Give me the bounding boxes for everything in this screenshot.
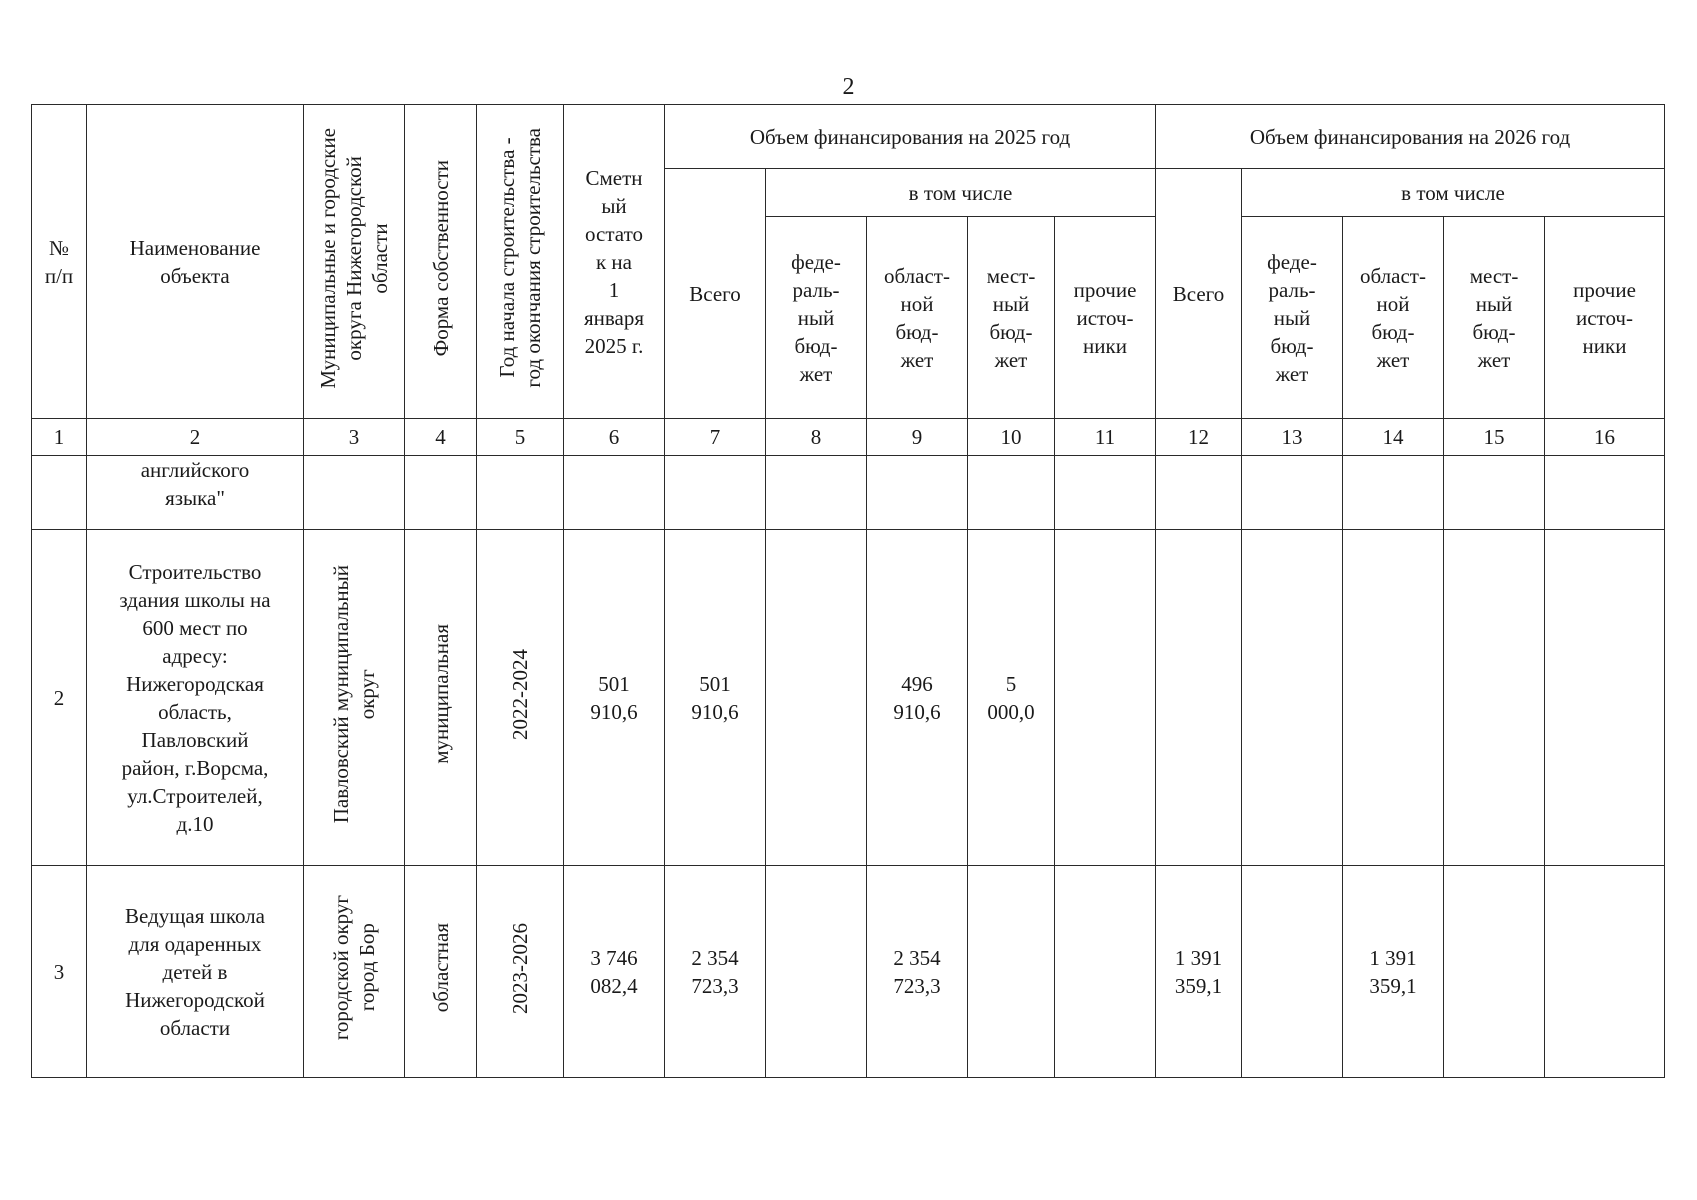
column-number: 7 xyxy=(665,419,766,456)
ownership-text: муниципальная xyxy=(428,624,453,764)
object-name: английского языка" xyxy=(87,456,304,530)
y2026-total xyxy=(1156,456,1242,530)
column-number: 12 xyxy=(1156,419,1242,456)
y2025-other xyxy=(1055,456,1156,530)
y2026-regional xyxy=(1343,530,1444,866)
years-cell xyxy=(477,866,564,1078)
column-number: 10 xyxy=(968,419,1055,456)
district-text: городской округ город Бор xyxy=(329,895,379,1041)
column-number: 11 xyxy=(1055,419,1156,456)
balance-cell: 3 746 082,4 xyxy=(564,866,665,1078)
column-number: 5 xyxy=(477,419,564,456)
y2026-federal xyxy=(1242,530,1343,866)
y2026-local xyxy=(1444,530,1545,866)
column-number: 13 xyxy=(1242,419,1343,456)
column-number: 15 xyxy=(1444,419,1545,456)
header-district xyxy=(304,105,405,419)
header-2025-total: Всего xyxy=(665,169,766,419)
column-number: 2 xyxy=(87,419,304,456)
row-number: 3 xyxy=(32,866,87,1078)
years-text: 2022-2024 xyxy=(508,648,532,740)
years-text: 2023-2026 xyxy=(508,922,532,1014)
y2026-local xyxy=(1444,456,1545,530)
y2026-local xyxy=(1444,866,1545,1078)
header-group-2025: Объем финансирования на 2025 год xyxy=(665,105,1156,169)
column-number: 16 xyxy=(1545,419,1665,456)
header-2026-other: прочие источ- ники xyxy=(1545,217,1665,419)
header-district-text: Муниципальные и городские округа Нижегородской области xyxy=(316,127,392,389)
y2026-other xyxy=(1545,456,1665,530)
table-row xyxy=(32,456,1665,530)
table-row xyxy=(32,866,1665,1078)
y2025-local xyxy=(968,456,1055,530)
object-name: Строительство здания школы на 600 мест по адресу: Нижегородская область, Павловский район, г.Ворсма, ул.Строителей, д.10 xyxy=(87,530,304,866)
y2025-other xyxy=(1055,530,1156,866)
y2025-total: 2 354 723,3 xyxy=(665,866,766,1078)
column-number: 9 xyxy=(867,419,968,456)
row-number: 2 xyxy=(32,530,87,866)
column-number: 3 xyxy=(304,419,405,456)
column-number: 1 xyxy=(32,419,87,456)
balance-cell xyxy=(564,456,665,530)
y2026-regional xyxy=(1343,456,1444,530)
row-number xyxy=(32,456,87,530)
y2025-regional: 2 354 723,3 xyxy=(867,866,968,1078)
page-number: 2 xyxy=(842,74,855,100)
header-ownership-text: Форма собственности xyxy=(428,159,453,357)
header-2026-including: в том числе xyxy=(1242,169,1665,217)
y2026-federal xyxy=(1242,866,1343,1078)
y2026-federal xyxy=(1242,456,1343,530)
header-2025-regional: област- ной бюд- жет xyxy=(867,217,968,419)
header-2025-including: в том числе xyxy=(766,169,1156,217)
header-group-2026: Объем финансирования на 2026 год xyxy=(1156,105,1665,169)
table-row xyxy=(32,530,1665,866)
years-cell xyxy=(477,530,564,866)
column-number: 14 xyxy=(1343,419,1444,456)
y2025-regional: 496 910,6 xyxy=(867,530,968,866)
district-cell xyxy=(304,456,405,530)
column-number: 8 xyxy=(766,419,867,456)
object-name: Ведущая школа для одаренных детей в Нижегородской области xyxy=(87,866,304,1078)
district-text: Павловский муниципальный округ xyxy=(329,564,379,824)
header-2026-local: мест- ный бюд- жет xyxy=(1444,217,1545,419)
ownership-cell xyxy=(405,456,477,530)
header-2026-total: Всего xyxy=(1156,169,1242,419)
district-cell xyxy=(304,866,405,1078)
y2026-regional: 1 391 359,1 xyxy=(1343,866,1444,1078)
balance-cell: 501 910,6 xyxy=(564,530,665,866)
y2025-federal xyxy=(766,866,867,1078)
header-2025-other: прочие источ- ники xyxy=(1055,217,1156,419)
years-cell xyxy=(477,456,564,530)
header-object-name: Наименование объекта xyxy=(87,105,304,419)
ownership-text: областная xyxy=(428,923,453,1013)
header-number: № п/п xyxy=(32,105,87,419)
header-2025-local: мест- ный бюд- жет xyxy=(968,217,1055,419)
y2025-total: 501 910,6 xyxy=(665,530,766,866)
y2026-other xyxy=(1545,866,1665,1078)
y2025-other xyxy=(1055,866,1156,1078)
ownership-cell xyxy=(405,866,477,1078)
header-estimated-balance: Сметн ый остато к на 1 января 2025 г. xyxy=(564,105,665,419)
y2025-total xyxy=(665,456,766,530)
y2025-local: 5 000,0 xyxy=(968,530,1055,866)
header-ownership xyxy=(405,105,477,419)
column-number: 4 xyxy=(405,419,477,456)
column-number-row xyxy=(32,419,1665,456)
financing-table xyxy=(31,104,1665,1078)
header-2025-federal: феде- раль- ный бюд- жет xyxy=(766,217,867,419)
header-construction-years xyxy=(477,105,564,419)
ownership-cell xyxy=(405,530,477,866)
header-construction-years-text: Год начала строительства - год окончания строительства xyxy=(495,128,545,388)
header-2026-regional: област- ной бюд- жет xyxy=(1343,217,1444,419)
y2025-federal xyxy=(766,456,867,530)
y2025-local xyxy=(968,866,1055,1078)
column-number: 6 xyxy=(564,419,665,456)
y2025-regional xyxy=(867,456,968,530)
y2026-other xyxy=(1545,530,1665,866)
y2026-total xyxy=(1156,530,1242,866)
y2025-federal xyxy=(766,530,867,866)
district-cell xyxy=(304,530,405,866)
header-2026-federal: феде- раль- ный бюд- жет xyxy=(1242,217,1343,419)
y2026-total: 1 391 359,1 xyxy=(1156,866,1242,1078)
